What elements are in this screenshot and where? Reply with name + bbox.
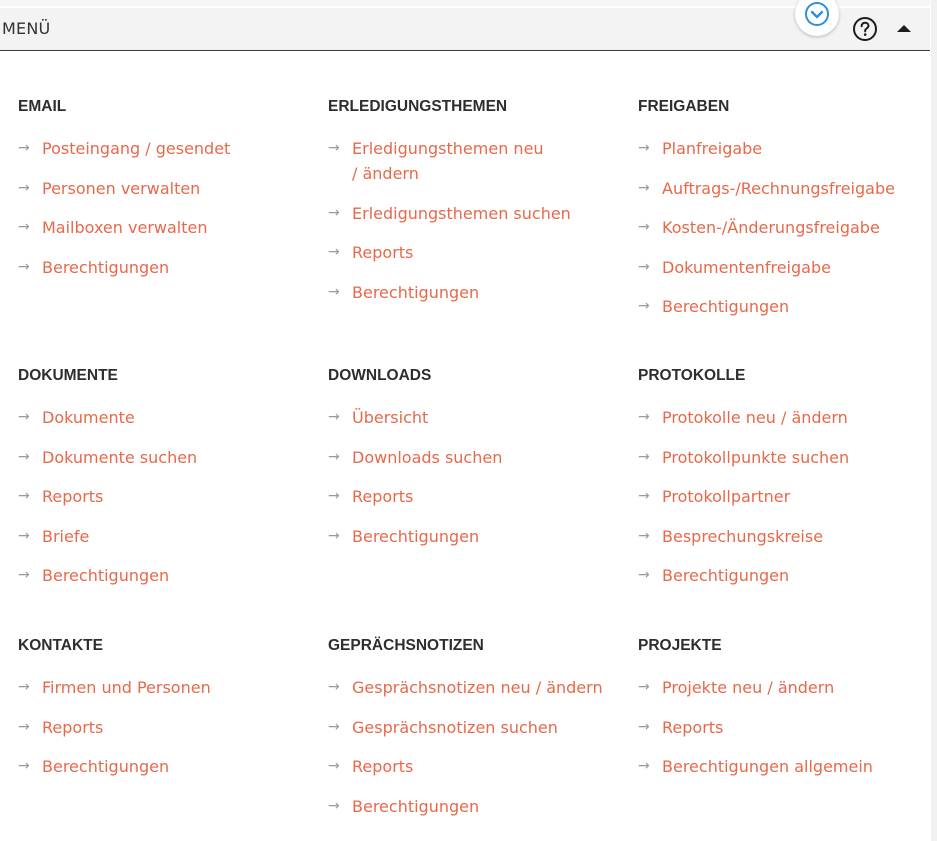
- arrow-right-icon: →: [18, 488, 30, 504]
- arrow-right-icon: →: [18, 527, 30, 544]
- menu-link[interactable]: [328, 675, 618, 700]
- menu-link-label: Personen verwalten: [42, 178, 201, 198]
- arrow-right-icon: →: [18, 140, 30, 156]
- menu-link-label: Berechtigungen: [42, 566, 170, 585]
- menu-link[interactable]: [18, 524, 308, 549]
- menu-link-label: Reports: [352, 487, 414, 506]
- menu-link-label: Firmen und Personen: [42, 678, 211, 697]
- top-strip: [0, 0, 930, 6]
- menu-link-label: Briefe: [42, 526, 90, 546]
- menu-link[interactable]: [328, 754, 618, 779]
- menu-link[interactable]: [638, 524, 928, 549]
- menu-link[interactable]: [638, 675, 928, 700]
- menu-link-label: Dokumente: [42, 408, 135, 427]
- arrow-right-icon: →: [638, 488, 650, 504]
- menu-link[interactable]: [18, 176, 308, 201]
- menu-link-label: Auftrags-/Rechnungsfreigabe: [662, 178, 895, 198]
- arrow-right-icon: →: [638, 140, 650, 156]
- menu-section-7: [328, 635, 618, 833]
- arrow-right-icon: →: [18, 679, 30, 695]
- menu-link[interactable]: [638, 136, 928, 161]
- menu-section-2: [638, 96, 928, 334]
- menu-link[interactable]: [18, 754, 308, 779]
- menu-link-label: Besprechungskreise: [662, 526, 824, 546]
- section-title: PROJEKTE: [638, 637, 722, 654]
- menu-header: [0, 8, 930, 51]
- menu-link[interactable]: [18, 445, 308, 470]
- menu-link-label: Berechtigungen: [42, 257, 170, 277]
- section-title: DOKUMENTE: [18, 367, 118, 384]
- menu-section-6: [18, 635, 308, 794]
- arrow-right-icon: →: [18, 718, 30, 735]
- menu-link[interactable]: [328, 405, 618, 430]
- menu-link-label: Übersicht: [352, 408, 429, 427]
- arrow-right-icon: →: [638, 448, 650, 465]
- arrow-right-icon: →: [638, 258, 650, 275]
- arrow-right-icon: →: [18, 758, 30, 774]
- arrow-right-icon: →: [638, 679, 650, 695]
- menu-link[interactable]: [638, 215, 928, 240]
- menu-link[interactable]: [638, 563, 928, 588]
- help-circle-icon: [852, 16, 878, 42]
- menu-link-label: Reports: [42, 487, 104, 506]
- menu-link[interactable]: [638, 294, 928, 319]
- menu-link[interactable]: [328, 280, 618, 305]
- menu-section-5: [638, 365, 928, 603]
- triangle-up-icon: [893, 18, 915, 40]
- menu-link-label: Projekte neu / ändern: [662, 678, 835, 697]
- arrow-right-icon: →: [328, 718, 340, 735]
- menu-link-label: Downloads suchen: [352, 447, 503, 467]
- menu-link-label: Berechtigungen: [662, 566, 790, 585]
- menu-link-label: Reports: [352, 757, 414, 776]
- menu-link-label: Protokollpartner: [662, 487, 791, 506]
- menu-link-label: Berechtigungen: [352, 526, 480, 546]
- menu-link[interactable]: [638, 255, 928, 280]
- menu-link-label: Berechtigungen: [662, 297, 790, 316]
- menu-link-label: Berechtigungen: [352, 796, 480, 816]
- arrow-right-icon: →: [328, 679, 340, 695]
- arrow-right-icon: →: [638, 298, 650, 314]
- menu-link[interactable]: [18, 675, 308, 700]
- menu-link-label: Reports: [352, 243, 414, 262]
- menu-link-label: Gesprächsnotizen suchen: [352, 717, 558, 737]
- menu-link[interactable]: [638, 484, 928, 509]
- collapse-button[interactable]: [893, 18, 915, 40]
- arrow-right-icon: →: [18, 567, 30, 583]
- section-title: KONTAKTE: [18, 637, 103, 654]
- arrow-right-icon: →: [638, 718, 650, 735]
- arrow-right-icon: →: [18, 179, 30, 196]
- arrow-right-icon: →: [18, 409, 30, 425]
- arrow-right-icon: →: [18, 448, 30, 465]
- menu-link-label: Dokumente suchen: [42, 447, 198, 467]
- menu-section-1: [328, 96, 618, 319]
- arrow-right-icon: →: [638, 758, 650, 774]
- menu-section-8: [638, 635, 928, 794]
- menu-link[interactable]: [18, 136, 308, 161]
- scrollbar-track[interactable]: [931, 0, 937, 841]
- menu-link[interactable]: [638, 405, 928, 430]
- menu-link[interactable]: [638, 176, 928, 201]
- menu-link-label: Kosten-/Änderungsfreigabe: [662, 218, 880, 237]
- arrow-right-icon: →: [328, 409, 340, 425]
- menu-section-3: [18, 365, 308, 603]
- menu-link-label: Reports: [662, 717, 724, 737]
- menu-link[interactable]: [18, 215, 308, 240]
- menu-link-label: Planfreigabe: [662, 139, 763, 158]
- arrow-right-icon: →: [328, 140, 340, 156]
- menu-link-label: Berechtigungen: [352, 282, 480, 302]
- arrow-right-icon: →: [638, 219, 650, 235]
- arrow-right-icon: →: [638, 527, 650, 544]
- menu-link[interactable]: [18, 484, 308, 509]
- menu-title: MENÜ: [2, 19, 51, 38]
- arrow-right-icon: →: [328, 797, 340, 814]
- menu-link-label: Mailboxen verwalten: [42, 218, 208, 237]
- arrow-right-icon: →: [18, 258, 30, 275]
- arrow-right-icon: →: [638, 179, 650, 196]
- section-title: PROTOKOLLE: [638, 367, 746, 384]
- menu-link[interactable]: [328, 484, 618, 509]
- menu-link[interactable]: [328, 240, 618, 265]
- menu-link[interactable]: [328, 794, 618, 819]
- menu-link[interactable]: [638, 754, 928, 779]
- menu-link-label: Erledigungsthemen suchen: [352, 203, 571, 223]
- menu-link[interactable]: [18, 715, 308, 740]
- arrow-right-icon: →: [638, 409, 650, 425]
- menu-link-label: Dokumentenfreigabe: [662, 257, 831, 277]
- arrow-right-icon: →: [328, 527, 340, 544]
- menu-link-label: Berechtigungen: [42, 757, 170, 776]
- menu-link[interactable]: [18, 255, 308, 280]
- menu-link-label: Erledigungsthemen neu / ändern: [352, 139, 544, 183]
- menu-link[interactable]: [18, 405, 308, 430]
- arrow-right-icon: →: [638, 567, 650, 583]
- arrow-right-icon: →: [328, 488, 340, 504]
- menu-link-label: Reports: [42, 717, 104, 737]
- arrow-right-icon: →: [328, 448, 340, 465]
- menu-link[interactable]: [328, 136, 552, 186]
- section-title: FREIGABEN: [638, 98, 730, 115]
- arrow-right-icon: →: [328, 758, 340, 774]
- arrow-right-icon: →: [328, 244, 340, 260]
- section-title: ERLEDIGUNGSTHEMEN: [328, 98, 508, 115]
- menu-link[interactable]: [328, 201, 618, 226]
- section-title: DOWNLOADS: [328, 367, 432, 384]
- menu-link[interactable]: [328, 715, 618, 740]
- menu-section-4: [328, 365, 618, 563]
- section-title: EMAIL: [18, 98, 67, 115]
- menu-link-label: Protokollpunkte suchen: [662, 447, 850, 467]
- section-title: GEPRÄCHSNOTIZEN: [328, 637, 484, 654]
- menu-link-label: Posteingang / gesendet: [42, 139, 231, 158]
- arrow-right-icon: →: [328, 204, 340, 221]
- menu-section-0: [18, 96, 308, 294]
- arrow-right-icon: →: [328, 283, 340, 300]
- chevron-down-icon: [804, 1, 830, 27]
- arrow-right-icon: →: [18, 219, 30, 235]
- menu-link-label: Gesprächsnotizen neu / ändern: [352, 678, 603, 697]
- menu-link-label: Protokolle neu / ändern: [662, 408, 848, 427]
- expand-button[interactable]: [795, 0, 839, 36]
- menu-link[interactable]: [328, 524, 618, 549]
- menu-link[interactable]: [638, 445, 928, 470]
- help-button[interactable]: [852, 16, 878, 42]
- menu-link-label: Berechtigungen allgemein: [662, 757, 873, 776]
- menu-link[interactable]: [328, 445, 618, 470]
- menu-link[interactable]: [18, 563, 308, 588]
- menu-link[interactable]: [638, 715, 928, 740]
